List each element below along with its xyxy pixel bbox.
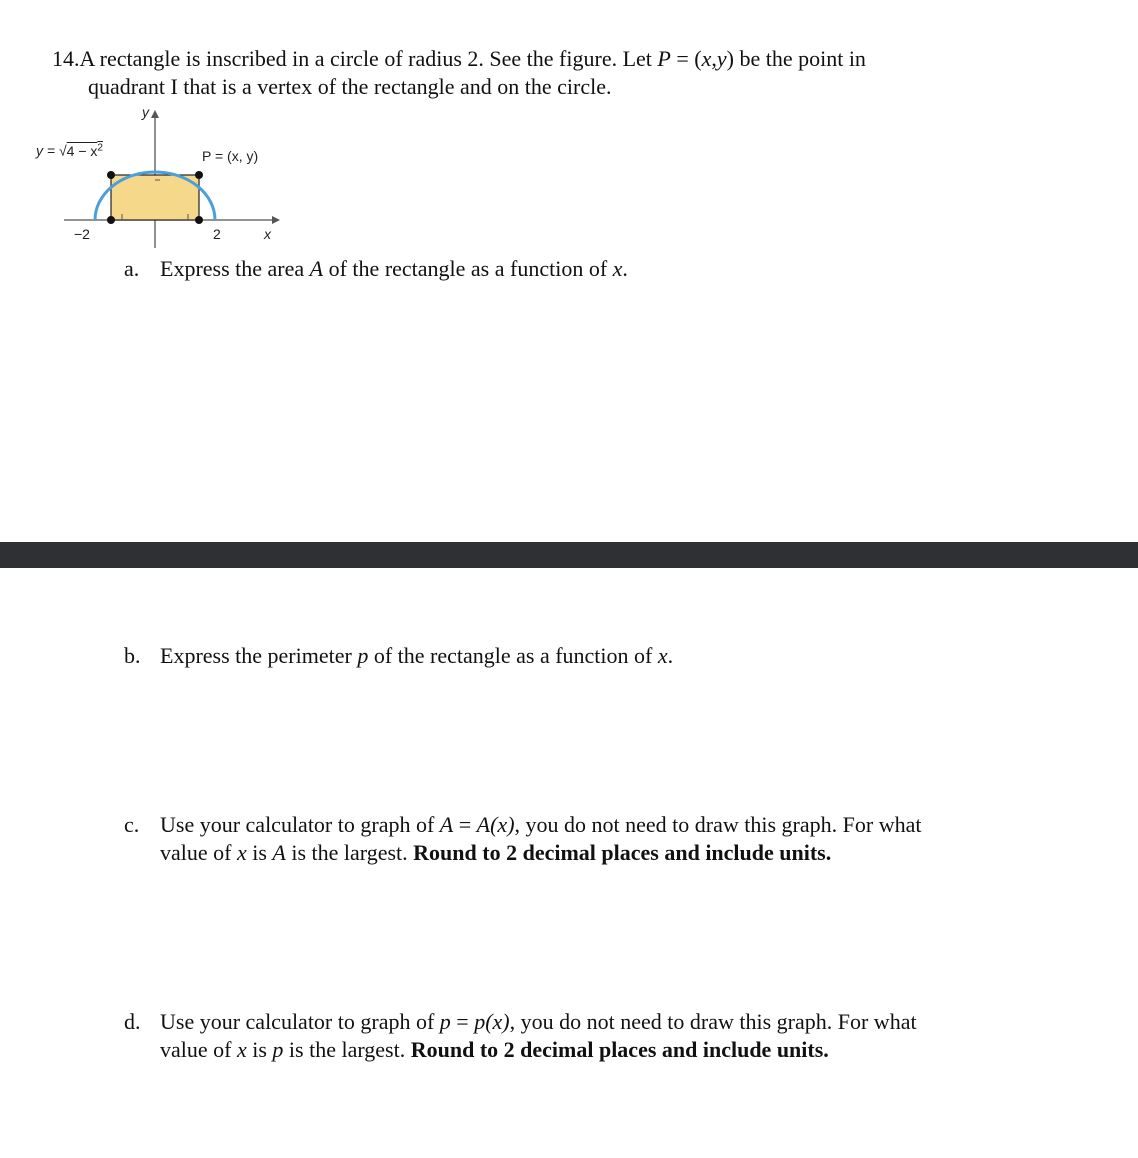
- page-divider: [0, 542, 1138, 568]
- part-c-instruction: Round to 2 decimal places and include units.: [413, 840, 832, 865]
- vertex-top-left: [107, 171, 115, 179]
- vertex-bottom-left: [107, 216, 115, 224]
- part-c-letter: c.: [124, 812, 140, 837]
- curve-label: $y = √4 - x^2$: [36, 142, 103, 159]
- question-line-1: 14.A rectangle is inscribed in a circle of radius 2. See the figure. Let P = (x,y) be the point in: [52, 46, 866, 71]
- tick-label-neg2: −2: [74, 226, 90, 242]
- question-line-2: quadrant I that is a vertex of the rectangle and on the circle.: [88, 74, 612, 99]
- vertex-bottom-right: [195, 216, 203, 224]
- part-d-letter: d.: [124, 1009, 141, 1034]
- vertex-top-right: [195, 171, 203, 179]
- tick-label-2: 2: [213, 226, 221, 242]
- x-axis-label: x: [264, 226, 271, 242]
- part-d-line-1: d. Use your calculator to graph of p = p(x), you do not need to draw this graph. For what: [124, 1009, 917, 1034]
- part-a: a. Express the area A of the rectangle as a function of x.: [124, 256, 628, 281]
- part-d-line-2: value of x is p is the largest. Round to 2 decimal places and include units.: [160, 1037, 829, 1062]
- part-c-line-2: value of x is A is the largest. Round to 2 decimal places and include units.: [160, 840, 832, 865]
- y-axis-label: y: [142, 104, 149, 120]
- question-number: 14.: [52, 46, 80, 71]
- x-axis-arrow: [272, 216, 280, 224]
- part-d-instruction: Round to 2 decimal places and include units.: [410, 1037, 829, 1062]
- point-label: P = (x, y): [202, 148, 259, 164]
- part-c-line-1: c. Use your calculator to graph of A = A(x), you do not need to draw this graph. For what: [124, 812, 922, 837]
- part-b-letter: b.: [124, 643, 141, 668]
- figure: [0, 100, 320, 250]
- figure-svg: [0, 100, 320, 250]
- inscribed-rectangle: [111, 175, 199, 220]
- part-a-letter: a.: [124, 256, 140, 281]
- part-b: b. Express the perimeter p of the rectangle as a function of x.: [124, 643, 674, 668]
- y-axis-arrow: [151, 110, 159, 118]
